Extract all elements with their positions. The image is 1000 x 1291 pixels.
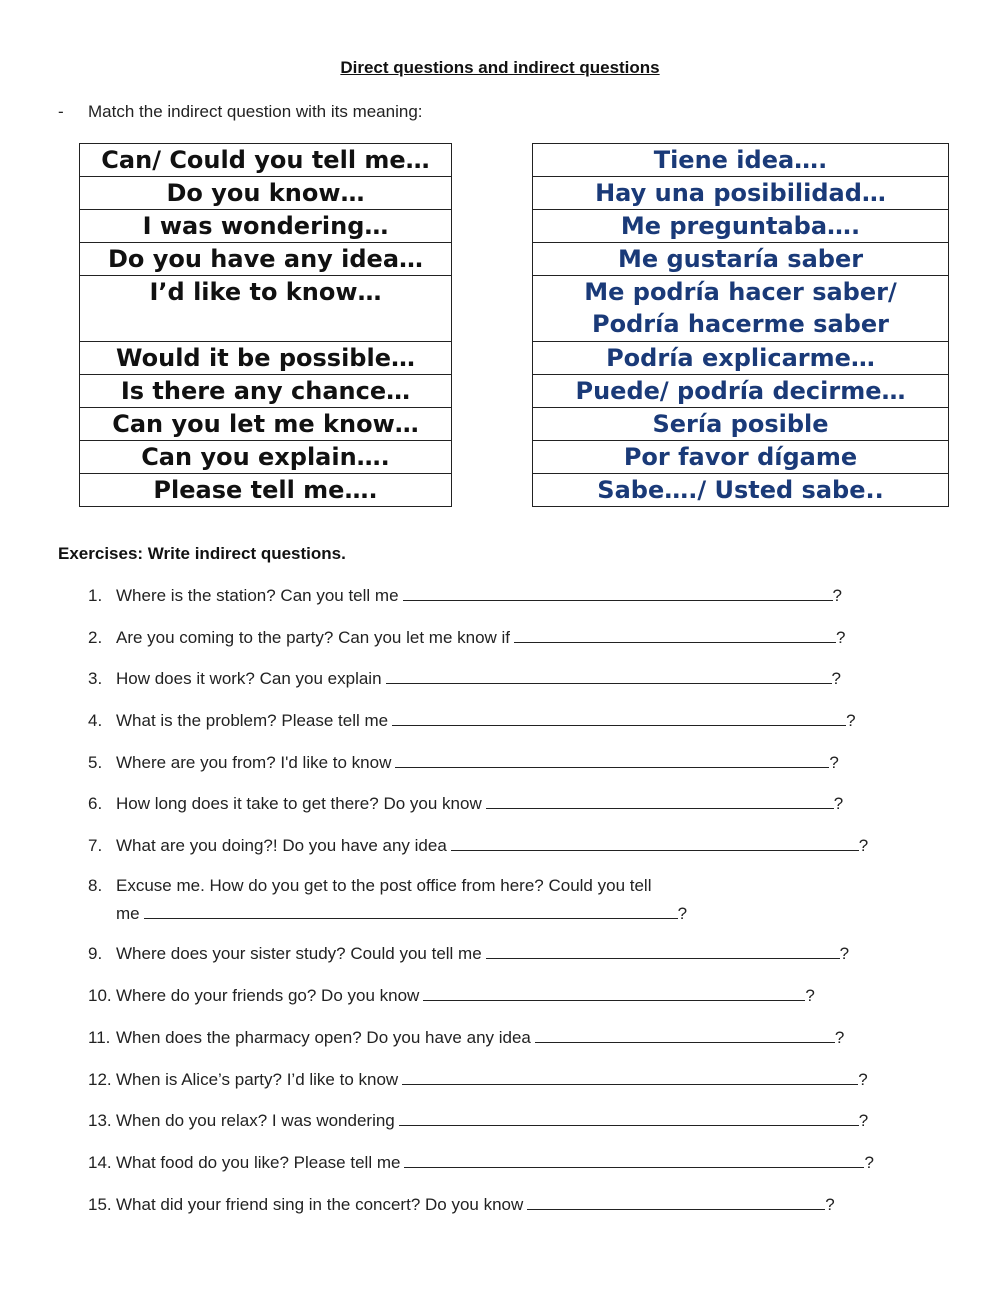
exercise-item: [88, 667, 841, 689]
answer-blank[interactable]: [386, 667, 832, 684]
exercise-text: Where are you from? I'd like to know: [116, 753, 392, 772]
question-mark: ?: [846, 711, 856, 730]
exercise-item: [88, 1026, 844, 1048]
exercise-text: What is the problem? Please tell me: [116, 711, 389, 730]
meaning-cell[interactable]: Me gustaría saber: [533, 243, 949, 276]
phrase-cell[interactable]: Would it be possible…: [80, 342, 452, 375]
phrase-cell[interactable]: Can you explain….: [80, 441, 452, 474]
answer-blank[interactable]: [404, 1151, 864, 1168]
phrase-cell[interactable]: Do you know…: [80, 177, 452, 210]
exercise-item: [88, 1109, 868, 1131]
page-title: Direct questions and indirect questions: [340, 58, 660, 77]
answer-blank[interactable]: [423, 984, 805, 1001]
exercise-item: [88, 1151, 874, 1173]
exercise-number: 13.: [88, 1111, 112, 1130]
meaning-cell[interactable]: Tiene idea….: [533, 144, 949, 177]
question-mark: ?: [829, 753, 839, 772]
exercise-text: Excuse me. How do you get to the post office from here? Could you tell: [116, 876, 652, 895]
question-mark: ?: [858, 1070, 868, 1089]
exercise-number: 2.: [88, 628, 103, 647]
phrase-cell[interactable]: Please tell me….: [80, 474, 452, 507]
question-mark: ?: [858, 1111, 869, 1130]
answer-blank[interactable]: [514, 626, 836, 643]
exercise-item: [88, 1193, 835, 1215]
phrase-cell[interactable]: I was wondering…: [80, 210, 452, 243]
instruction-bullet: -: [58, 102, 64, 121]
meaning-cell[interactable]: Sería posible: [533, 408, 949, 441]
exercise-number: 5.: [88, 753, 103, 772]
phrase-cell[interactable]: Is there any chance…: [80, 375, 452, 408]
meaning-cell[interactable]: Sabe…./ Usted sabe..: [533, 474, 949, 507]
phrase-cell[interactable]: Can/ Could you tell me…: [80, 144, 452, 177]
exercise-number: 7.: [88, 836, 103, 855]
meaning-cell[interactable]: Por favor dígame: [533, 441, 949, 474]
indirect-phrases-table: [79, 143, 452, 507]
exercise-number: 10.: [88, 986, 112, 1005]
question-mark: ?: [831, 669, 841, 688]
exercise-text: What food do you like? Please tell me: [116, 1153, 401, 1172]
exercise-item: [88, 709, 856, 731]
exercise-number: 11.: [88, 1028, 111, 1047]
exercise-item: [88, 942, 849, 964]
exercise-text: Where do your friends go? Do you know: [116, 986, 420, 1005]
question-mark: ?: [839, 944, 850, 963]
exercise-text: How long does it take to get there? Do you know: [116, 794, 482, 813]
exercise-text: Where is the station? Can you tell me: [116, 586, 399, 605]
exercise-item: [88, 1068, 868, 1090]
meaning-cell[interactable]: Podría explicarme…: [533, 342, 949, 375]
meanings-table: [532, 143, 949, 507]
answer-blank[interactable]: [392, 709, 846, 726]
meaning-cell[interactable]: Puede/ podría decirme…: [533, 375, 949, 408]
answer-blank[interactable]: [535, 1026, 835, 1043]
exercise-number: 4.: [88, 711, 103, 730]
exercises-heading: Exercises: Write indirect questions.: [58, 544, 346, 563]
question-mark: ?: [834, 1028, 845, 1047]
exercise-item: [88, 876, 688, 923]
exercise-number: 12.: [88, 1070, 112, 1089]
exercise-item: [88, 984, 815, 1006]
exercise-number: 14.: [88, 1153, 112, 1172]
instruction-text: Match the indirect question with its meaning:: [88, 102, 423, 121]
exercise-text: When is Alice’s party? I’d like to know: [116, 1070, 399, 1089]
question-mark: ?: [805, 986, 815, 1005]
question-mark: ?: [825, 1195, 835, 1214]
exercise-continuation: [116, 902, 687, 924]
answer-blank[interactable]: [395, 751, 829, 768]
phrase-cell[interactable]: I’d like to know…: [80, 276, 452, 342]
answer-blank[interactable]: [486, 942, 840, 959]
question-mark: ?: [833, 794, 844, 813]
exercise-item: [88, 584, 842, 606]
answer-blank[interactable]: [451, 834, 859, 851]
answer-blank[interactable]: [527, 1193, 825, 1210]
exercise-text: What are you doing?! Do you have any idea: [116, 836, 447, 855]
exercise-text: How does it work? Can you explain: [116, 669, 382, 688]
exercise-text: When do you relax? I was wondering: [116, 1111, 395, 1130]
meaning-cell[interactable]: Hay una posibilidad…: [533, 177, 949, 210]
question-mark: ?: [864, 1153, 874, 1172]
exercise-number: 3.: [88, 669, 103, 688]
exercise-item: [88, 792, 843, 814]
exercise-text: Where does your sister study? Could you tell me: [116, 944, 482, 963]
question-mark: ?: [832, 586, 842, 605]
exercise-item: [88, 626, 846, 648]
exercise-text: What did your friend sing in the concert? Do you know: [116, 1195, 524, 1214]
exercise-text: When does the pharmacy open? Do you have any idea: [116, 1028, 531, 1047]
question-mark: ?: [858, 836, 869, 855]
continuation-text: me: [116, 904, 140, 923]
phrase-cell[interactable]: Can you let me know…: [80, 408, 452, 441]
exercise-number: 9.: [88, 944, 103, 963]
exercise-number: 15.: [88, 1195, 112, 1214]
answer-blank[interactable]: [144, 902, 678, 919]
exercise-item: [88, 834, 868, 856]
answer-blank[interactable]: [486, 792, 834, 809]
exercise-number: 1.: [88, 586, 103, 605]
exercise-number: 8.: [88, 876, 103, 895]
answer-blank[interactable]: [403, 584, 833, 601]
question-mark: ?: [836, 628, 846, 647]
exercise-number: 6.: [88, 794, 103, 813]
exercise-text: Are you coming to the party? Can you let me know if: [116, 628, 511, 647]
meaning-cell[interactable]: Me podría hacer saber/ Podría hacerme saber: [533, 276, 949, 342]
instruction: [58, 102, 423, 122]
answer-blank[interactable]: [399, 1109, 859, 1126]
answer-blank[interactable]: [402, 1068, 858, 1085]
question-mark: ?: [677, 904, 688, 923]
phrase-cell[interactable]: Do you have any idea…: [80, 243, 452, 276]
exercise-item: [88, 751, 839, 773]
meaning-cell[interactable]: Me preguntaba….: [533, 210, 949, 243]
